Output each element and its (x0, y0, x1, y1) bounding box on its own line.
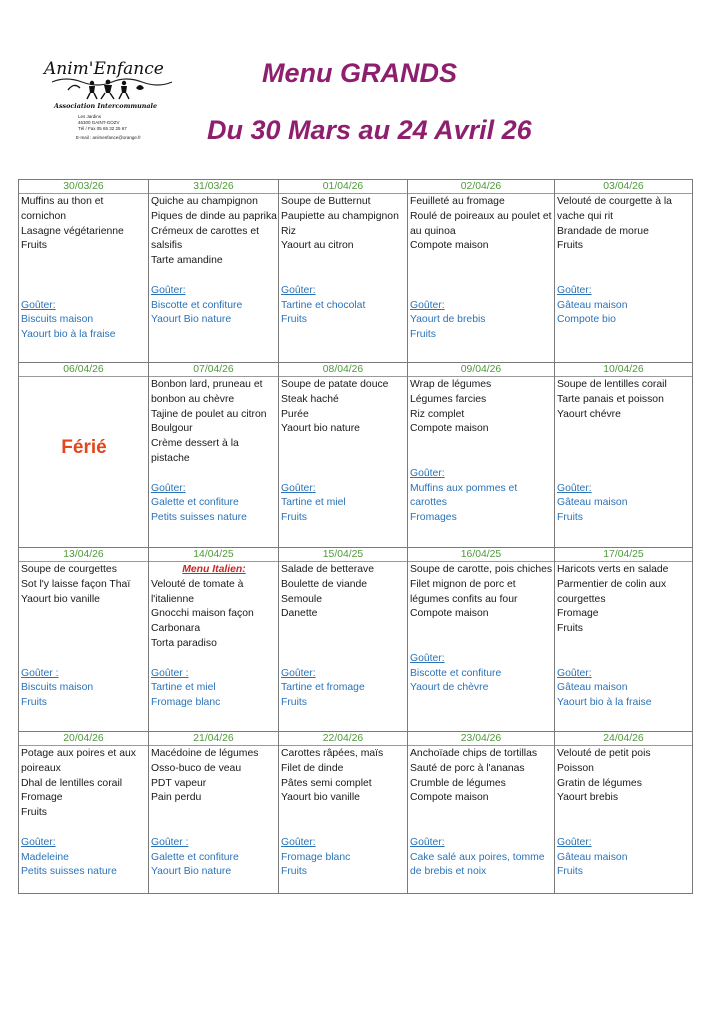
spacer (281, 622, 406, 637)
gouter-item: Fruits (281, 314, 307, 326)
gouter-label: Goûter: (281, 667, 316, 679)
day-date: 22/04/26 (279, 732, 407, 746)
dish-item: Crumble de légumes (410, 777, 506, 789)
dish-item: Crémeux de carottes et salsifis (151, 225, 259, 252)
dish-item: Gratin de légumes (557, 777, 642, 789)
spacer (151, 467, 277, 482)
gouter-label: Goûter: (21, 299, 56, 311)
gouter-item: Fruits (281, 866, 307, 878)
spacer (151, 806, 277, 821)
dish-item: Riz complet (410, 408, 465, 420)
dish-item: Compote maison (410, 423, 489, 435)
dish-item: Yaourt bio vanille (281, 792, 360, 804)
day-date: 24/04/26 (555, 732, 692, 746)
svg-text:Association Intercommunale: Association Intercommunale (54, 102, 158, 110)
day-cell (408, 363, 555, 548)
logo-address-line2: 46300 GAINT-GOZV (78, 120, 120, 125)
gouter-item: Tartine et miel (281, 497, 346, 509)
day-date: 16/04/25 (408, 548, 554, 562)
spacer (557, 269, 691, 284)
spacer (410, 806, 553, 821)
day-date: 17/04/25 (555, 548, 692, 562)
gouter-item: Gâteau maison (557, 851, 628, 863)
dish-item: Danette (281, 608, 318, 620)
day-cell (279, 180, 408, 363)
day-cell (149, 363, 279, 548)
spacer (151, 821, 277, 836)
day-cell (19, 363, 149, 548)
dish-item: Macédoine de légumes (151, 748, 259, 759)
day-cell (19, 548, 149, 732)
dish-item: Fromage (557, 608, 599, 620)
dish-item: Semoule (281, 593, 323, 605)
spacer (557, 254, 691, 269)
dish-item: Riz (281, 225, 297, 237)
gouter-item: Yaourt de brebis (410, 314, 486, 326)
spacer (281, 821, 406, 836)
day-date: 07/04/26 (149, 363, 278, 377)
day-date: 20/04/26 (19, 732, 148, 746)
dish-item: Tajine de poulet au citron (151, 408, 267, 420)
gouter-item: Fruits (21, 697, 47, 709)
dish-item: Muffins au thon et cornichon (21, 196, 104, 222)
gouter-label: Goûter: (151, 482, 186, 494)
gouter-label: Goûter : (151, 667, 189, 679)
dish-item: Yaourt bio nature (281, 423, 360, 435)
gouter-item: Tartine et miel (151, 682, 216, 694)
gouter-item: Yaourt Bio nature (151, 314, 232, 326)
spacer (21, 607, 147, 622)
day-cell (279, 732, 408, 894)
dish-item: Soupe de carotte, pois chiches (410, 564, 553, 575)
spacer (21, 284, 147, 299)
spacer (410, 821, 553, 836)
dish-item: Compote maison (410, 608, 489, 620)
dish-item: Potage aux poires et aux poireaux (21, 748, 136, 774)
week-row (19, 548, 693, 732)
spacer (281, 652, 406, 667)
logo-address-line1: Les Jardins (78, 114, 102, 119)
dish-item: Soupe de Butternut (281, 196, 371, 207)
menu-table (18, 179, 693, 894)
gouter-item: Tartine et fromage (281, 682, 365, 694)
day-cell (408, 180, 555, 363)
dish-item: Soupe de patate douce (281, 379, 389, 390)
gouter-item: Gâteau maison (557, 682, 628, 694)
dish-item: Compote maison (410, 792, 489, 804)
day-cell (408, 732, 555, 894)
day-date: 02/04/26 (408, 180, 554, 194)
dish-item: Soupe de lentilles corail (557, 379, 667, 390)
dish-item: Velouté de petit pois (557, 748, 651, 759)
gouter-label: Goûter: (410, 299, 445, 311)
day-cell (19, 180, 149, 363)
dish-item: Gnocchi maison façon Carbonara (151, 608, 254, 635)
day-cell (555, 548, 693, 732)
dish-item: Yaourt au citron (281, 240, 354, 252)
logo-email: E-mail : animenfance@orange.fr (76, 135, 141, 140)
dish-item: Quiche au champignon (151, 196, 258, 207)
spacer (410, 452, 553, 467)
gouter-item: Fruits (410, 329, 436, 341)
page-title: Menu GRANDS (262, 58, 457, 88)
spacer (281, 637, 406, 652)
dish-item: Anchoïade chips de tortillas (410, 748, 538, 759)
gouter-label: Goûter: (281, 284, 316, 296)
spacer (21, 652, 147, 667)
gouter-item: Fruits (281, 512, 307, 524)
gouter-item: Yaourt Bio nature (151, 866, 232, 878)
gouter-item: Fruits (557, 512, 583, 524)
gouter-item: Yaourt bio à la fraise (557, 697, 652, 709)
gouter-item: Tartine et chocolat (281, 299, 366, 311)
gouter-item: Biscotte et confiture (410, 667, 502, 679)
dish-item: Sauté de porc à l'ananas (410, 762, 525, 774)
dish-item: Légumes farcies (410, 393, 487, 405)
spacer (281, 467, 406, 482)
dish-item: Yaourt brebis (557, 792, 619, 804)
gouter-item: Biscuits maison (21, 314, 94, 326)
dish-item: Sot l'y laisse façon Thaï (21, 578, 131, 590)
week-row (19, 732, 693, 894)
gouter-item: Petits suisses nature (21, 866, 117, 878)
spacer (21, 622, 147, 637)
day-date: 21/04/26 (149, 732, 278, 746)
gouter-item: Gâteau maison (557, 497, 628, 509)
gouter-item: Cake salé aux poires, tomme de brebis et noix (410, 851, 545, 878)
gouter-item: Fromage blanc (281, 851, 351, 863)
day-cell (279, 548, 408, 732)
spacer (410, 622, 553, 637)
gouter-label: Goûter : (151, 836, 189, 848)
day-date: 08/04/26 (279, 363, 407, 377)
special-menu-label: Menu Italien: (182, 564, 246, 575)
spacer (557, 452, 691, 467)
dish-item: Brandade de morue (557, 225, 649, 237)
day-date: 09/04/26 (408, 363, 554, 377)
dish-item: Crème dessert à la pistache (151, 438, 239, 464)
dish-item: Feuilleté au fromage (410, 196, 505, 207)
spacer (557, 422, 691, 437)
day-cell (555, 732, 693, 894)
spacer (557, 467, 691, 482)
logo-phone: Tél / Fax 05 65 32 25 67 (78, 126, 127, 131)
dish-item: Tarte panais et poisson (557, 393, 664, 405)
spacer (557, 652, 691, 667)
dish-item: Fromage (21, 792, 63, 804)
spacer (557, 806, 691, 821)
day-cell (555, 180, 693, 363)
day-cell (555, 363, 693, 548)
page-subtitle: Du 30 Mars au 24 Avril 26 (207, 115, 532, 145)
spacer (557, 637, 691, 652)
dish-item: Salade de betterave (281, 564, 375, 575)
gouter-item: Biscotte et confiture (151, 299, 243, 311)
spacer (557, 821, 691, 836)
gouter-label: Goûter: (151, 284, 186, 296)
dish-item: Piques de dinde au paprika (151, 210, 277, 222)
gouter-label: Goûter: (557, 482, 592, 494)
dish-item: Paupiette au champignon (281, 210, 399, 222)
anim-enfance-logo (40, 52, 180, 144)
day-cell (408, 548, 555, 732)
day-date: 10/04/26 (555, 363, 692, 377)
dish-item: Pain perdu (151, 792, 202, 804)
gouter-label: Goûter: (281, 836, 316, 848)
day-date: 30/03/26 (19, 180, 148, 194)
dish-item: Fruits (557, 240, 583, 252)
spacer (410, 284, 553, 299)
dish-item: Tarte amandine (151, 255, 223, 267)
dish-item: Parmentier de colin aux courgettes (557, 578, 667, 605)
gouter-item: Yaourt de chèvre (410, 682, 489, 694)
spacer (281, 437, 406, 452)
dish-item: Lasagne végétarienne (21, 225, 124, 237)
spacer (410, 437, 553, 452)
dish-item: Filet mignon de porc et légumes confits au four (410, 578, 518, 605)
gouter-item: Fruits (557, 866, 583, 878)
gouter-item: Compote bio (557, 314, 616, 326)
gouter-item: Fromage blanc (151, 697, 221, 709)
spacer (21, 269, 147, 284)
dish-item: PDT vapeur (151, 777, 207, 789)
day-cell (149, 732, 279, 894)
gouter-label: Goûter: (557, 836, 592, 848)
day-date: 13/04/26 (19, 548, 148, 562)
spacer (151, 652, 277, 667)
dish-item: Fruits (21, 807, 47, 819)
gouter-label: Goûter: (410, 836, 445, 848)
dish-item: Poisson (557, 762, 594, 774)
day-date: 15/04/25 (279, 548, 407, 562)
dish-item: Soupe de courgettes (21, 564, 117, 575)
dish-item: Fruits (557, 623, 583, 635)
day-cell (149, 548, 279, 732)
spacer (410, 637, 553, 652)
dish-item: Steak haché (281, 393, 339, 405)
spacer (281, 254, 406, 269)
dish-item: Yaourt chévre (557, 408, 621, 420)
day-date: 03/04/26 (555, 180, 692, 194)
dish-item: Haricots verts en salade (557, 564, 669, 575)
week-row (19, 363, 693, 548)
spacer (281, 806, 406, 821)
gouter-label: Goûter: (410, 467, 445, 479)
dish-item: Wrap de légumes (410, 379, 492, 390)
week-row (19, 180, 693, 363)
holiday-label: Férié (61, 437, 107, 458)
dish-item: Osso-buco de veau (151, 762, 242, 774)
spacer (281, 452, 406, 467)
gouter-item: Galette et confiture (151, 497, 239, 509)
gouter-item: Fromages (410, 512, 457, 524)
dish-item: Velouté de tomate à l'italienne (151, 578, 244, 605)
dish-item: Yaourt bio vanille (21, 593, 100, 605)
gouter-item: Petits suisses nature (151, 512, 247, 524)
spacer (21, 637, 147, 652)
spacer (410, 254, 553, 269)
gouter-item: Galette et confiture (151, 851, 239, 863)
gouter-item: Biscuits maison (21, 682, 94, 694)
day-cell (19, 732, 149, 894)
dish-item: Torta paradiso (151, 637, 217, 649)
logo-figures-icon (40, 52, 180, 112)
day-cell (279, 363, 408, 548)
day-date: 14/04/25 (149, 548, 278, 562)
dish-item: Pâtes semi complet (281, 777, 372, 789)
day-date: 31/03/26 (149, 180, 278, 194)
spacer (410, 269, 553, 284)
dish-item: Bonbon lard, pruneau et bonbon au chèvre (151, 379, 263, 405)
svg-text:Anim'Enfance: Anim'Enfance (44, 59, 164, 79)
spacer (151, 269, 277, 284)
gouter-label: Goûter: (281, 482, 316, 494)
day-date: 01/04/26 (279, 180, 407, 194)
gouter-label: Goûter: (21, 836, 56, 848)
spacer (557, 437, 691, 452)
dish-item: Compote maison (410, 240, 489, 252)
gouter-item: Muffins aux pommes et carottes (410, 482, 518, 509)
dish-item: Carottes râpées, maïs (281, 748, 384, 759)
dish-item: Roulé de poireaux au poulet et au quinoa (410, 210, 552, 237)
gouter-label: Goûter: (410, 652, 445, 664)
spacer (21, 254, 147, 269)
gouter-label: Goûter : (21, 667, 59, 679)
spacer (21, 821, 147, 836)
dish-item: Filet de dinde (281, 762, 344, 774)
spacer (281, 269, 406, 284)
gouter-item: Yaourt bio à la fraise (21, 329, 116, 341)
gouter-label: Goûter: (557, 667, 592, 679)
day-cell (149, 180, 279, 363)
dish-item: Fruits (21, 240, 47, 252)
gouter-label: Goûter: (557, 284, 592, 296)
dish-item: Boulgour (151, 423, 193, 435)
dish-item: Boulette de viande (281, 578, 368, 590)
dish-item: Dhal de lentilles corail (21, 777, 123, 789)
dish-item: Purée (281, 408, 309, 420)
day-date: 06/04/26 (19, 363, 148, 377)
gouter-item: Madeleine (21, 851, 69, 863)
gouter-item: Fruits (281, 697, 307, 709)
gouter-item: Gâteau maison (557, 299, 628, 311)
dish-item: Velouté de courgette à la vache qui rit (557, 196, 672, 222)
day-date: 23/04/26 (408, 732, 554, 746)
